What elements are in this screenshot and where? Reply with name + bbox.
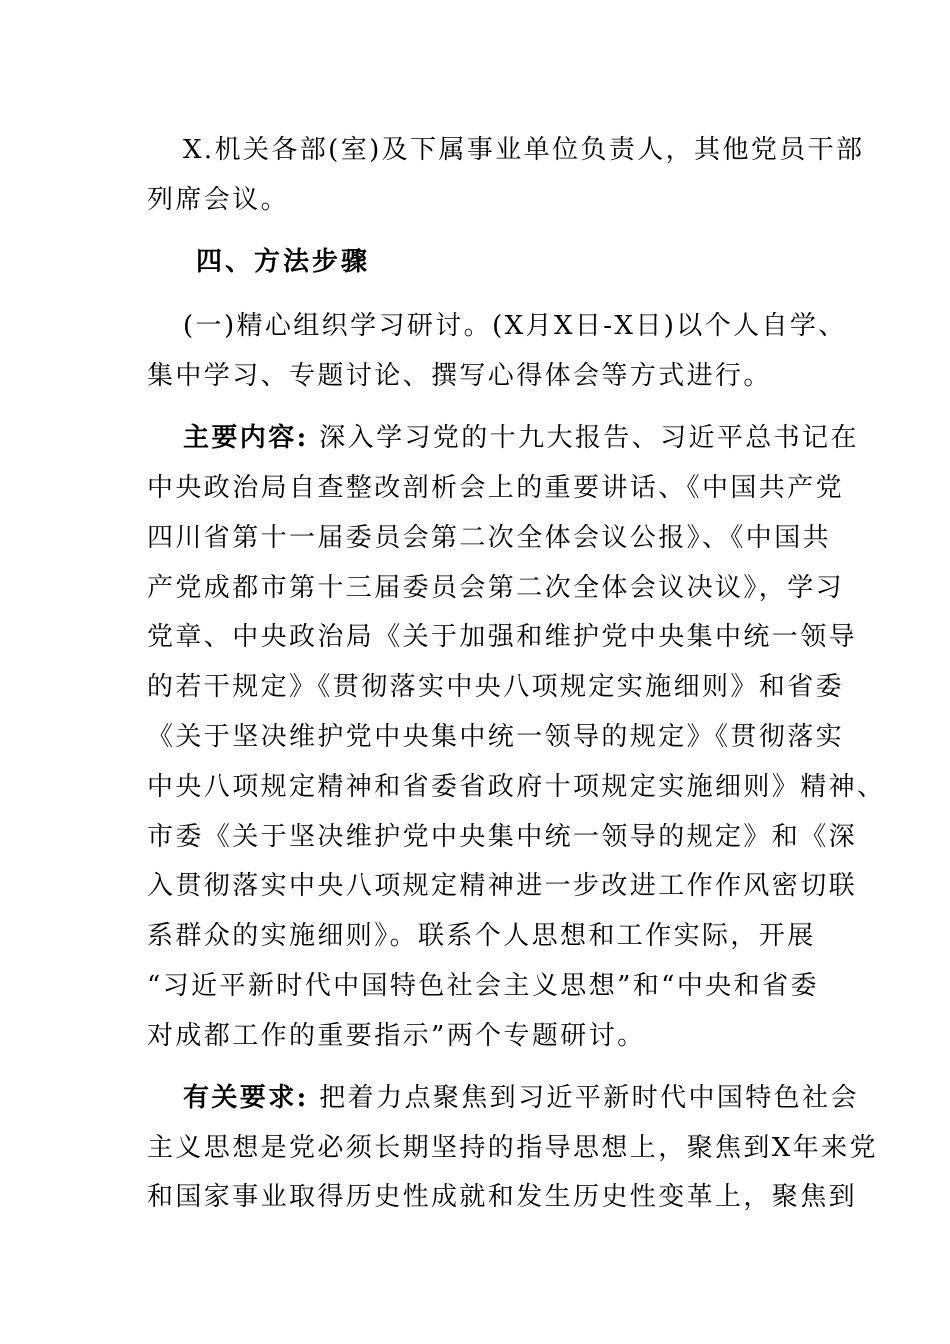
paragraph-3-line: 市委《关于坚决维护党中央集中统一领导的规定》和《深 bbox=[147, 822, 858, 852]
paragraph-3-line-1 bbox=[183, 421, 863, 455]
paragraph-4-line: 和国家事业取得历史性成就和发生历史性变革上，聚焦到 bbox=[147, 1182, 858, 1212]
paragraph-3-line: 系群众的实施细则》。联系个人思想和工作实际，开展 bbox=[147, 921, 816, 951]
paragraph-3-line: 四川省第十一届委员会第二次全体会议公报》、《中国共 bbox=[147, 523, 832, 553]
main-content-label: 主要内容: bbox=[183, 423, 309, 453]
paragraph-1-line-1: X.机关各部(室)及下属事业单位负责人，其他党员干部 bbox=[183, 135, 865, 165]
paragraph-4-line-1 bbox=[183, 1081, 863, 1115]
paragraph-3-line: 产党成都市第十三届委员会第二次全体会议决议》，学习 bbox=[147, 573, 845, 603]
paragraph-1-line-2: 列席会议。 bbox=[147, 185, 290, 215]
paragraph-4-line: 主义思想是党必须长期坚持的指导思想上，聚焦到X年来党 bbox=[147, 1133, 878, 1163]
paragraph-3-line: “习近平新时代中国特色社会主义思想”和“中央和省委 bbox=[147, 971, 819, 1001]
paragraph-3-line: 中央政治局自查整改剖析会上的重要讲话、《中国共产党 bbox=[147, 473, 845, 503]
paragraph-3-line: 党章、中央政治局《关于加强和维护党中央集中统一领导 bbox=[147, 622, 858, 652]
paragraph-3-line: 对成都工作的重要指示”两个专题研讨。 bbox=[147, 1021, 646, 1051]
paragraph-3-line: 入贯彻落实中央八项规定精神进一步改进工作作风密切联 bbox=[147, 871, 858, 901]
paragraph-3-line: 中央八项规定精神和省委省政府十项规定实施细则》精神、 bbox=[147, 772, 886, 802]
requirements-line-1-text: 把着力点聚焦到习近平新时代中国特色社会 bbox=[319, 1083, 859, 1113]
paragraph-3-line: 的若干规定》《贯彻落实中央八项规定实施细则》和省委 bbox=[147, 672, 845, 702]
section-heading: 四、方法步骤 bbox=[196, 247, 371, 277]
paragraph-2-line-1: (一)精心组织学习研讨。(X月X日-X日)以个人自学、 bbox=[183, 311, 847, 341]
requirements-label: 有关要求: bbox=[183, 1083, 309, 1113]
paragraph-2-line-2: 集中学习、专题讨论、撰写心得体会等方式进行。 bbox=[147, 361, 772, 391]
main-content-line-1-text: 深入学习党的十九大报告、习近平总书记在 bbox=[319, 423, 859, 453]
paragraph-3-line: 《关于坚决维护党中央集中统一领导的规定》《贯彻落实 bbox=[147, 722, 845, 752]
